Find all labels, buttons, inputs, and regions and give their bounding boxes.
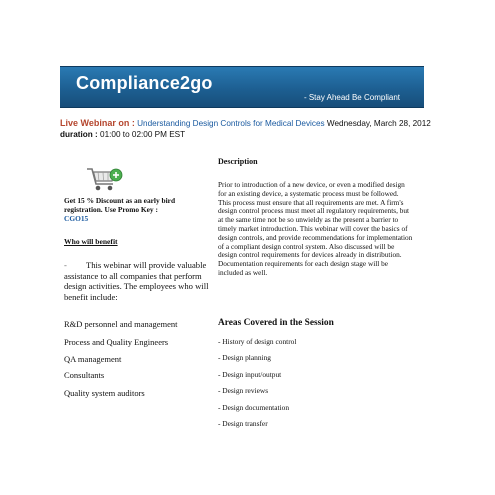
webinar-info xyxy=(60,118,440,140)
benefit-item: Consultants xyxy=(64,370,105,380)
description-text: Prior to introduction of a new device, or even a modified design for an existing device, a systematic process must be followed. This process must ensure that all requirements are met. A firm's design control process must meet all regulatory requirements, but at the same time not be so unwieldy as the present a barrier to timely market introduction. This webinar will cover the basics of design controls, and provide recommendations for implementation of a compliant design control system. Also discussed will be design control requirements for devices already in distribution. Documentation requirements for each design stage will be included as well. xyxy=(218,180,413,277)
area-item: - Design transfer xyxy=(218,419,268,428)
area-item: - Design input/output xyxy=(218,370,282,379)
live-webinar-label: Live Webinar on : xyxy=(60,118,135,128)
benefit-item: Process and Quality Engineers xyxy=(64,337,169,347)
description-heading: Description xyxy=(218,157,258,166)
area-item: - Design reviews xyxy=(218,386,269,395)
webinar-topic[interactable]: Understanding Design Controls for Medical Devices xyxy=(137,119,325,128)
benefit-item: R&D personnel and management xyxy=(64,319,178,329)
shopping-cart-plus-icon[interactable] xyxy=(85,164,125,194)
tagline: - Stay Ahead Be Compliant xyxy=(303,93,400,102)
promo-code: CGO15 xyxy=(64,214,89,223)
duration-label: duration : xyxy=(60,130,98,139)
who-will-benefit-heading: Who will benefit xyxy=(64,237,118,246)
benefit-intro-text: This webinar will provide valuable assistance to all companies that perform design activities. The employees who will benefit include: xyxy=(64,260,209,302)
benefit-item: Quality system auditors xyxy=(64,388,145,398)
webinar-date: Wednesday, March 28, 2012 xyxy=(326,119,431,128)
area-item: - Design documentation xyxy=(218,403,290,412)
promo-text xyxy=(64,196,214,223)
areas-covered-heading: Areas Covered in the Session xyxy=(218,318,334,328)
area-item: - History of design control xyxy=(218,337,297,346)
promo-offer: Get 15 % Discount as an early bird registration. Use Promo Key : xyxy=(64,196,176,214)
compliance2go-banner xyxy=(60,66,424,108)
area-item: - Design planning xyxy=(218,353,271,362)
bullet-dash: - xyxy=(64,260,67,270)
benefit-intro xyxy=(64,260,209,302)
benefit-item: QA management xyxy=(64,354,122,364)
duration-value: 01:00 to 02:00 PM EST xyxy=(100,130,186,139)
compliance2go-logo: Compliance2go xyxy=(76,73,213,93)
